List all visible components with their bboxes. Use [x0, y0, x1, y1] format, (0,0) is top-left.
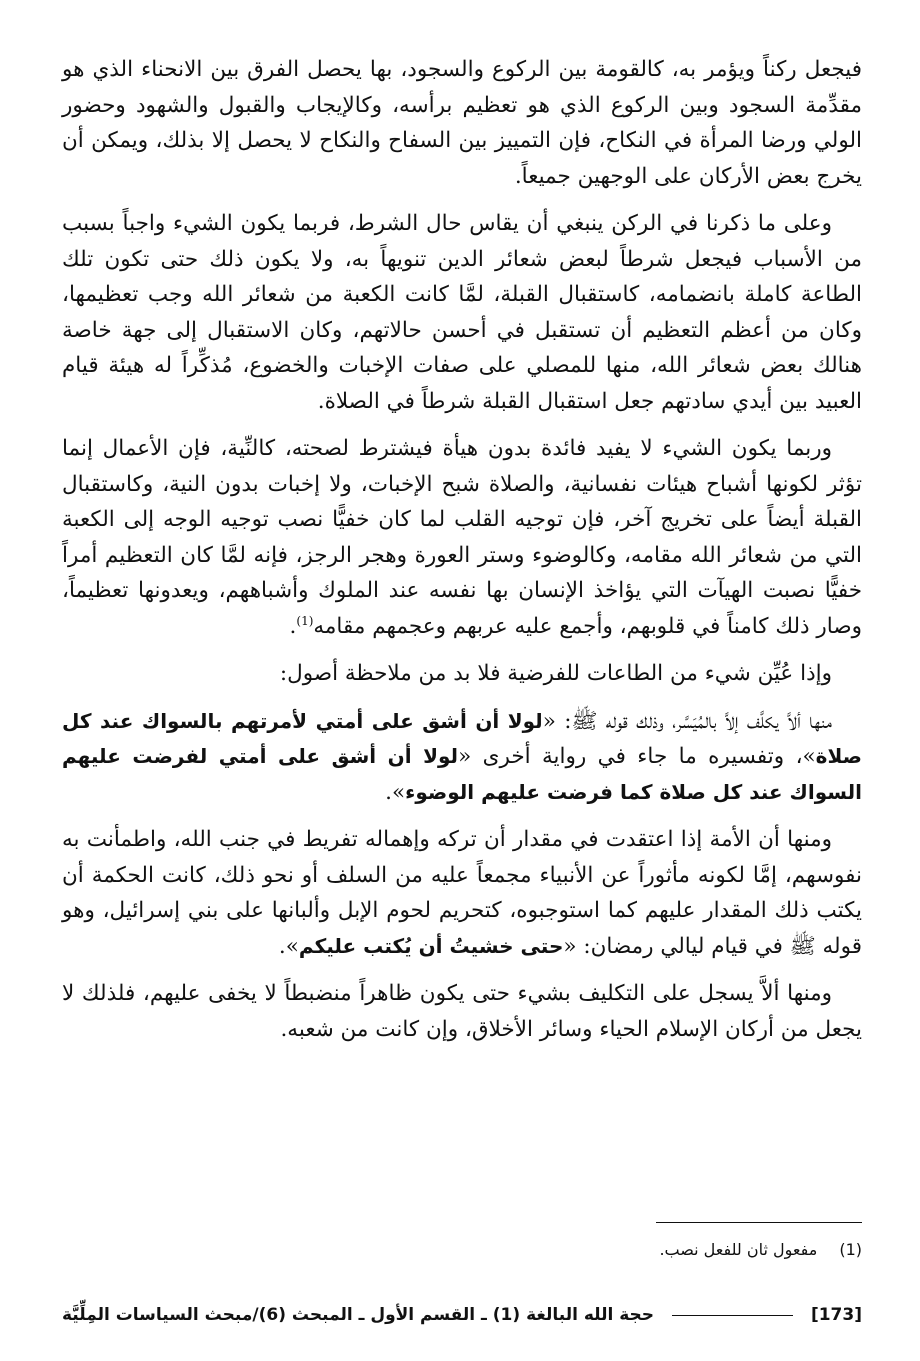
footnote-divider	[656, 1222, 862, 1223]
paragraph-1: فيجعل ركناً ويؤمر به، كالقومة بين الركوع والسجود، بها يحصل الفرق بين الانحناء الذي هو مقدِّمة السجود وبين الركوع الذي هو تعظيم برأسه، وكالإيجاب والقبول والشهود وحضور الولي ورضا المرأة في النكاح، فإن التمييز بين السفاح والنكاح لا يحصل إلا بذلك، ويمكن أن يخرج بعض الأركان على الوجهين جميعاً.	[62, 57, 862, 189]
running-title: حجة الله البالغة (1) ـ القسم الأول ـ المبحث (6)/مبحث السياسات المِلِّيَّة	[62, 1305, 655, 1325]
page-footer	[62, 1300, 862, 1330]
footer-divider	[672, 1315, 793, 1316]
paragraph-2-text: وعلى ما ذكرنا في الركن ينبغي أن يقاس حال الشرط، فربما يكون الشيء واجباً بسبب من الأسباب فيجعل شرطاً لبعض شعائر الدين تنويهاً به، ولا يكون ذلك حتى تكون تلك الطاعة كاملة بانضمامه، كاستقبال القبلة، لمَّا كانت الكعبة من شعائر الله وجب تعظيمها، وكان من أعظم التعظيم أن تستقبل في أحسن حالاتهم، وكان الاستقبال إلى جهة خاصة هنالك بعض شعائر الله، منها للمصلي على صفات الإخبات والخضوع، مُذكِّراً له هيئة قيام العبيد بين أيدي سادتهم جعل استقبال القبلة شرطاً في الصلاة.	[62, 211, 862, 414]
document-page	[62, 52, 862, 1325]
paragraph-7	[62, 976, 862, 1047]
footnote	[659, 1240, 862, 1259]
hadith-quote-3: حتى خشيتُ أن يُكتب عليكم	[298, 933, 564, 958]
paragraph-5-continuation: ، وتفسيره ما جاء في رواية أخرى	[482, 744, 803, 769]
hadith-quote-1: لولا أن أشق على أمتي لأمرتهم بالسواك عند كل صلاة	[62, 708, 862, 768]
hadith-quote-2: لولا أن أشق على أمتي لفرضت عليهم السواك عند كل صلاة كما فرضت عليهم الوضوء	[62, 744, 862, 804]
footnote-reference[interactable]: (1)	[296, 613, 314, 628]
footnote-text: مفعول ثان للفعل نصب.	[659, 1240, 818, 1259]
paragraph-3-text: وربما يكون الشيء لا يفيد فائدة بدون هيأة فيشترط لصحته، كالنِّية، فإن الأعمال إنما تؤثر لكونها أشباح هيئات نفسانية، والصلاة شبح الإخبات، ولا إخبات بدون النية، وكاستقبال القبلة أيضاً على تخريج آخر، فإن توجيه القلب لما كان خفيًّا نصب توجيه الوجه إلى الكعبة التي من شعائر الله مقامه، وكالوضوء وستر العورة وهجر الرجز، فإنه لمَّا كان التعظيم أمراً خفيًّا نصبت الهيآت التي يؤاخذ الإنسان بها نفسه عند الملوك وأشباههم، ويعدونها تعظيماً، وصار ذلك كامناً في قلوبهم، وأجمع عليه عربهم وعجمهم مقامه	[62, 436, 862, 639]
footnote-number: (1)	[839, 1240, 862, 1259]
paragraph-4-text: وإذا عُيِّن شيء من الطاعات للفرضية فلا بد من ملاحظة أصول:	[279, 661, 832, 686]
paragraph-2	[62, 206, 862, 419]
paragraph-6: ومنها أن الأمة إذا اعتقدت في مقدار أن تركه وإهماله تفريط في جنب الله، واطمأنت به نفوسهم، إمَّا لكونه مأثوراً عن الأنبياء مجمعاً عليه من السلف أو نحو ذلك، كانت الحكمة أن يكتب ذلك المقدار عليهم كما استوجبوه، كتحريم لحوم الإبل وألبانها على بني إسرائيل، وهو قوله ﷺ في قيام ليالي رمضان: «حتى خشيتُ أن يُكتب عليكم».	[62, 827, 862, 959]
paragraph-5-text: منها ألاَّ يكلَّف إلاَّ بالمُيَسَّر، وذلك قوله ﷺ:	[564, 708, 832, 734]
paragraph-3: وربما يكون الشيء لا يفيد فائدة بدون هيأة فيشترط لصحته، كالنِّية، فإن الأعمال إنما تؤثر لكونها أشباح هيئات نفسانية، والصلاة شبح الإخبات، ولا إخبات بدون النية، وكاستقبال القبلة أيضاً على تخريج آخر، فإن توجيه القلب لما كان خفيًّا نصب توجيه الوجه إلى الكعبة التي من شعائر الله مقامه، وكالوضوء وستر العورة وهجر الرجز، فإنه لمَّا كان التعظيم أمراً خفيًّا نصبت الهيآت التي يؤاخذ الإنسان بها نفسه عند الملوك وأشباههم، ويعدونها تعظيماً، وصار ذلك كامناً في قلوبهم، وأجمع عليه عربهم وعجمهم مقامه$^{(1)}$.	[62, 436, 862, 639]
page-number: [173]	[810, 1305, 862, 1325]
paragraph-5: منها ألاَّ يكلَّف إلاَّ بالمُيَسَّر، وذلك قوله ﷺ: «لولا أن أشق على أمتي لأمرتهم بالسواك عند كل صلاة»، وتفسيره ما جاء في رواية أخرى «لولا أن أشق على أمتي لفرضت عليهم السواك عند كل صلاة كما فرضت عليهم الوضوء».	[62, 708, 862, 805]
paragraph-4	[62, 656, 862, 692]
paragraph-6-text: ومنها أن الأمة إذا اعتقدت في مقدار أن تركه وإهماله تفريط في جنب الله، واطمأنت به نفوسهم، إمَّا لكونه مأثوراً عن الأنبياء مجمعاً عليه من السلف أو نحو ذلك، كانت الحكمة أن يكتب ذلك المقدار عليهم كما استوجبوه، كتحريم لحوم الإبل وألبانها على بني إسرائيل، وهو قوله ﷺ في قيام ليالي رمضان:	[62, 827, 862, 959]
paragraph-7-text: ومنها ألاَّ يسجل على التكليف بشيء حتى يكون ظاهراً منضبطاً لا يخفى عليهم، فلذلك لا يجعل من أركان الإسلام الحياء وسائر الأخلاق، وإن كانت من شعبه.	[62, 981, 862, 1042]
